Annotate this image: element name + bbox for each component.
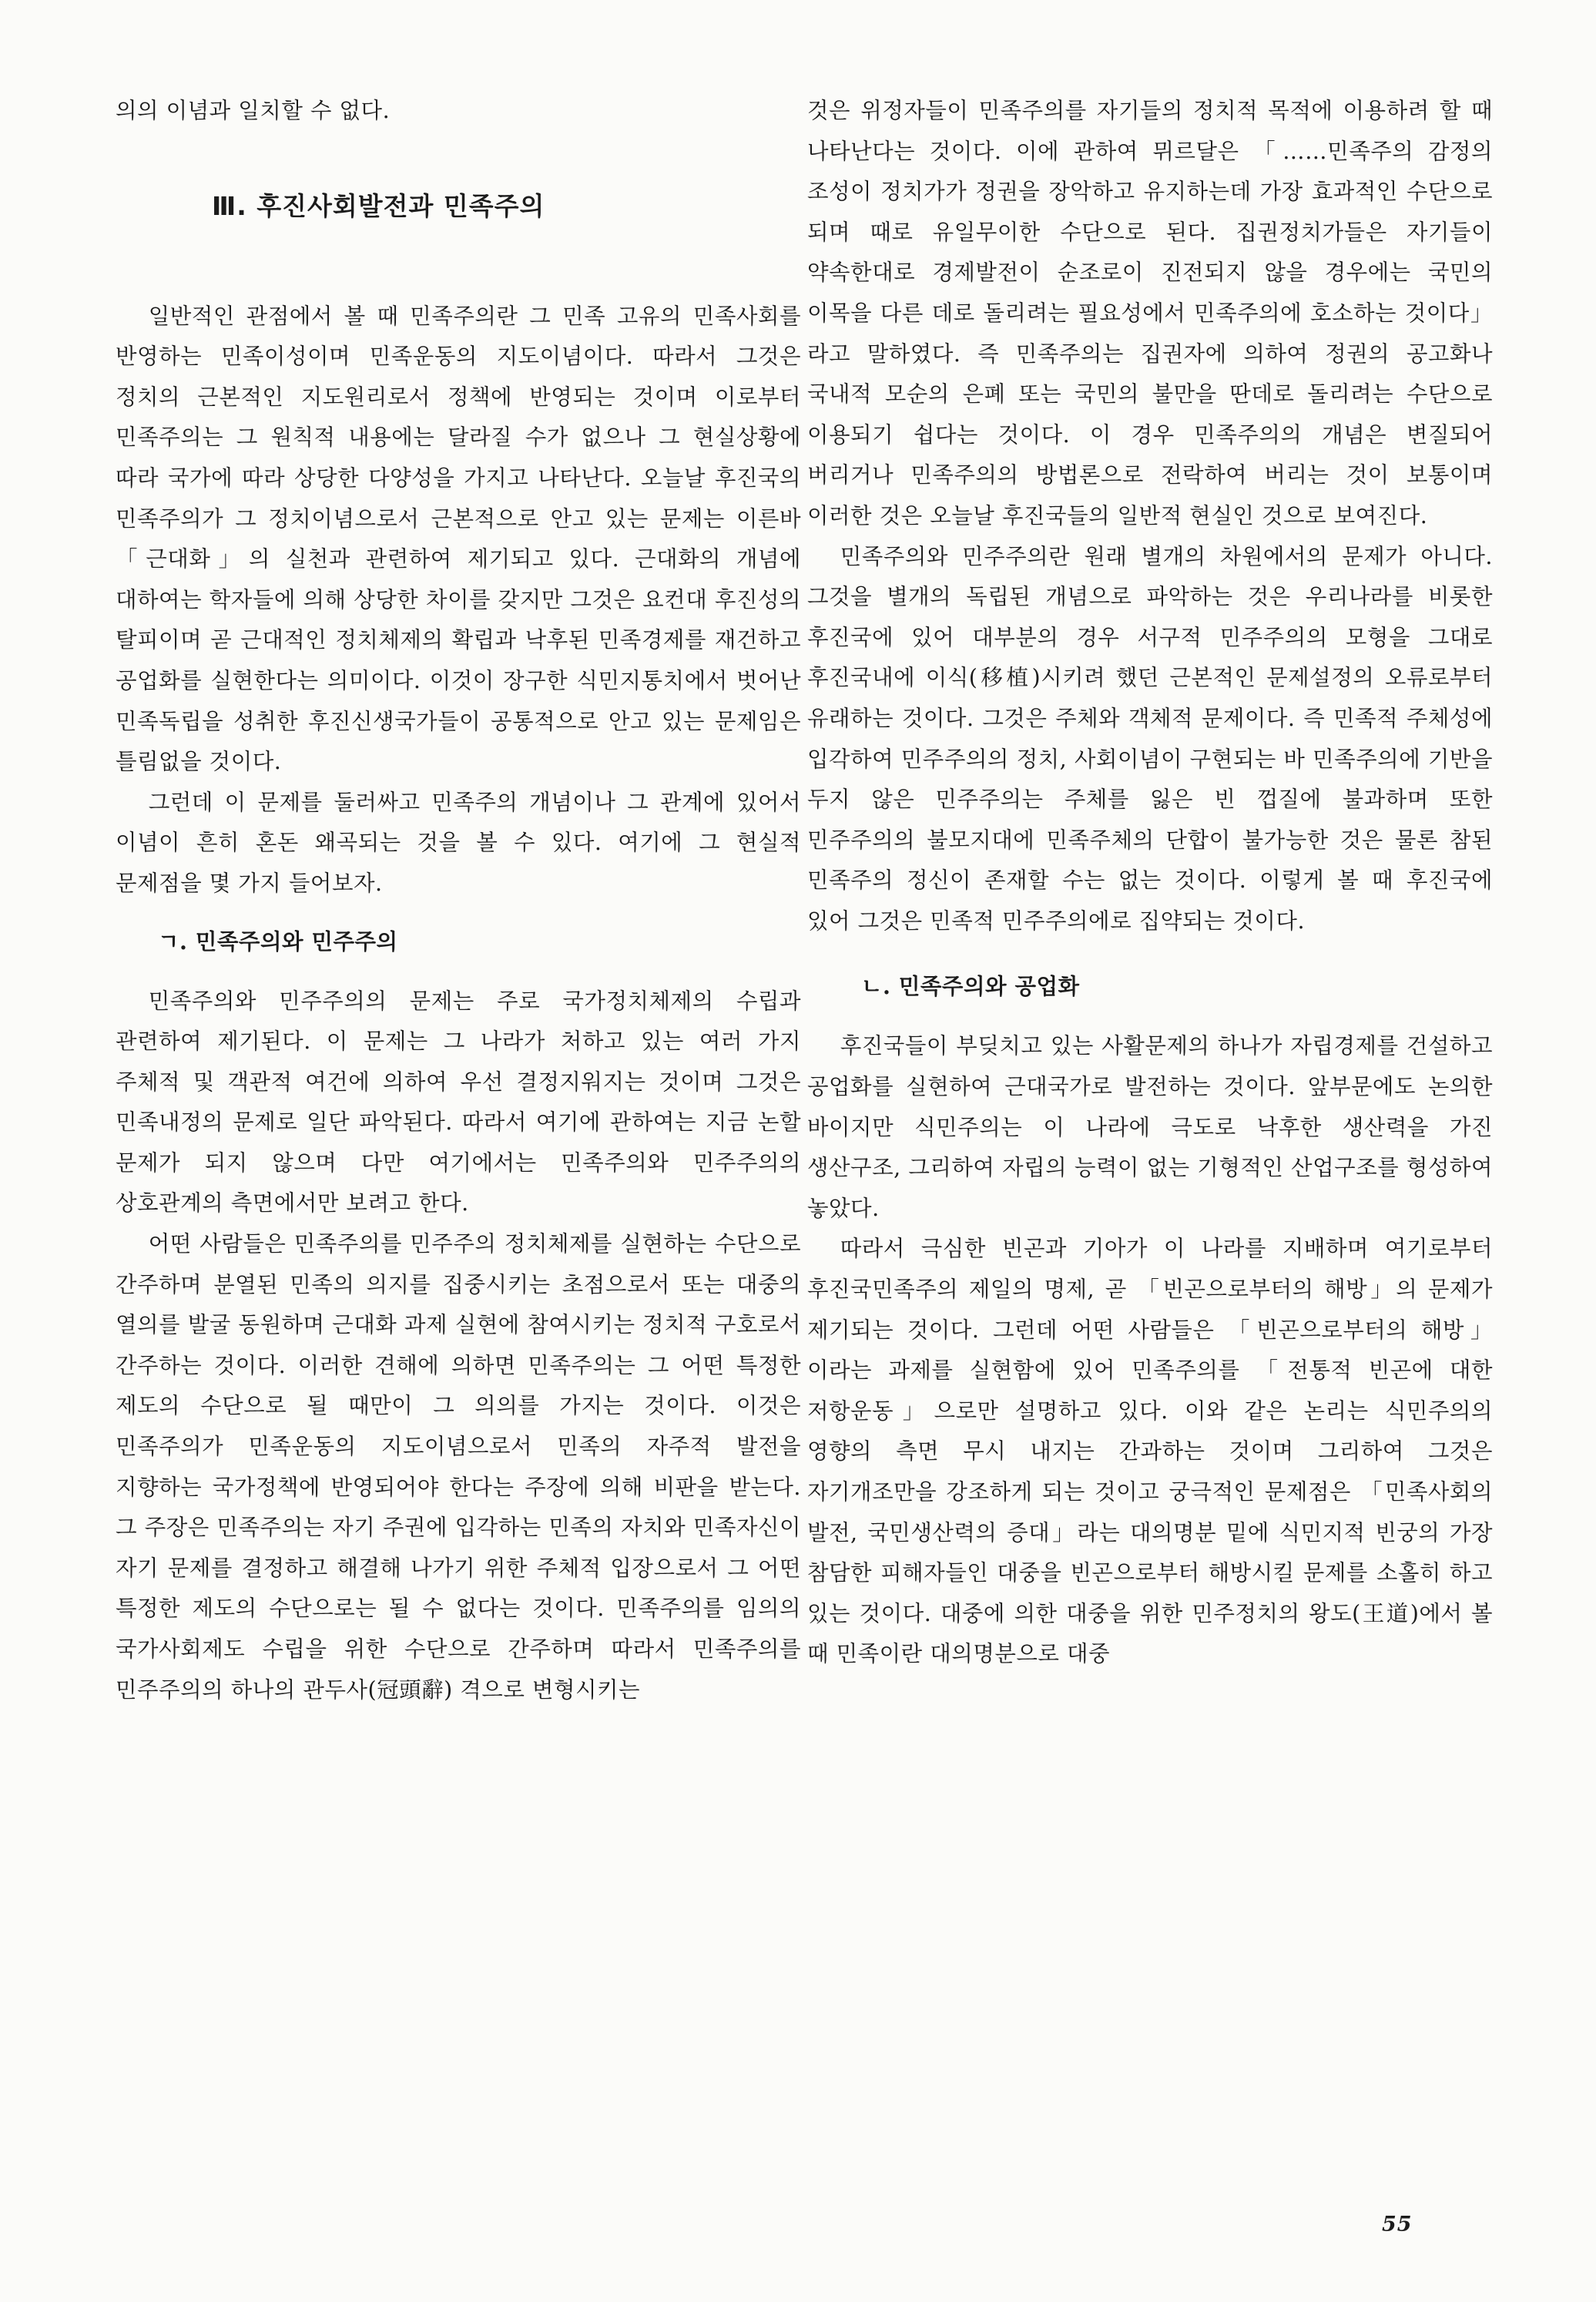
body-paragraph: 어떤 사람들은 민족주의를 민주주의 정치체제를 실현하는 수단으로 간주하며 분열된 민족의 의지를 집중시키는 초점으로서 또는 대중의 열의를 발굴 동원하며 근대화 과제 실현에 참여시키는 정치적 구호로서 간주하는 것이다. 이러한 견해에 의하면 민족주의는 그 어떤 특정한 제도의 수단으로 될 때만이 그 의의를 가지는 것이다. 이것은 민족주의가 민족운동의 지도이념으로서 민족의 자주적 발전을 지향하는 국가정책에 반영되어야 한다는 주장에 의해 비판을 받는다. 그 주장은 민족주의는 자기 주권에 입각하는 민족의 자치와 민족자신이 자기 문제를 결정하고 해결해 나가기 위한 주체적 입장으로서 그 어떤 특정한 제도의 수단으로는 될 수 없다는 것이다. 민족주의를 임의의 국가사회제도 수립을 위한 수단으로 간주하며 따라서 민족주의를 민주주의의 하나의 관두사(冠頭辭) 격으로 변형시키는 [116,1231,801,1703]
body-paragraph: 민족주의와 민주주의란 원래 별개의 차원에서의 문제가 아니다. 그것을 별개의 독립된 개념으로 파악하는 것은 우리나라를 비롯한 후진국에 있어 대부분의 경우 서구적 민주주의의 모형을 그대로 후진국내에 이식(移植)시키려 했던 근본적인 문제설정의 오류로부터 유래하는 것이다. 그것은 주체와 객체적 문제이다. 즉 민족적 주체성에 입각하여 민주주의의 정치, 사회이념이 구현되는 바 민족주의에 기반을 두지 않은 민주주의는 주체를 잃은 빈 껍질에 불과하며 또한 민주주의의 불모지대에 민족주체의 단합이 불가능한 것은 물론 참된 민족주의 정신이 존재할 수는 없는 것이다. 이렇게 볼 때 후진국에 있어 그것은 민족적 민주주의에로 집약되는 것이다. [807,543,1493,934]
body-paragraph: 그런데 이 문제를 둘러싸고 민족주의 개념이나 그 관계에 있어서 이념이 흔히 혼돈 왜곡되는 것을 볼 수 있다. 여기에 그 현실적 문제점을 몇 가지 들어보자. [116,789,801,896]
page-number: 55 [1382,2213,1413,2237]
body-paragraph: 것은 위정자들이 민족주의를 자기들의 정치적 목적에 이용하려 할 때 나타난다는 것이다. 이에 관하여 뮈르달은 「……민족주의 감정의 조성이 정치가가 정권을 장악하고 유지하는데 가장 효과적인 수단으로 되며 때로 유일무이한 수단으로 된다. 집권정치가들은 자기들이 약속한대로 경제발전이 순조로이 진전되지 않을 경우에는 국민의 이목을 다른 데로 돌리려는 필요성에서 민족주의에 호소하는 것이다」라고 말하였다. 즉 민족주의는 집권자에 의하여 정권의 공고화나 국내적 모순의 은폐 또는 국민의 불만을 딴데로 돌리려는 수단으로 이용되기 쉽다는 것이다. 이 경우 민족주의의 개념은 변질되어 버리거나 민족주의의 방법론으로 전락하여 버리는 것이 보통이며 이러한 것은 오늘날 후진국들의 일반적 현실인 것으로 보여진다. [807,98,1493,529]
subsection-heading: ㄱ. 민족주의와 민주주의 [158,928,398,955]
right-column [807,91,1493,1675]
body-paragraph: 일반적인 관점에서 볼 때 민족주의란 그 민족 고유의 민족사회를 반영하는 민족이성이며 민족운동의 지도이념이다. 따라서 그것은 정치의 근본적인 지도원리로서 정책에 반영되는 것이며 이로부터 민족주의는 그 원칙적 내용에는 달라질 수가 없으나 그 현실상황에 따라 국가에 따라 상당한 다양성을 가지고 나타난다. 오늘날 후진국의 민족주의가 그 정치이념으로서 근본적으로 안고 있는 문제는 이른바 「근대화」의 실천과 관련하여 제기되고 있다. 근대화의 개념에 대하여는 학자들에 의해 상당한 차이를 갖지만 그것은 요컨대 후진성의 탈피이며 곧 근대적인 정치체제의 확립과 낙후된 민족경제를 재건하고 공업화를 실현한다는 의미이다. 이것이 장구한 식민지통치에서 벗어난 민족독립을 성취한 후진신생국가들이 공통적으로 안고 있는 문제임은 틀림없을 것이다. [116,303,801,775]
subsection-heading: ㄴ. 민족주의와 공업화 [861,973,1080,1000]
body-paragraph: 후진국들이 부딪치고 있는 사활문제의 하나가 자립경제를 건설하고 공업화를 실현하여 근대국가로 발전하는 것이다. 앞부문에도 논의한 바이지만 식민주의는 이 나라에 극도로 낙후한 생산력을 가진 생산구조, 그리하여 자립의 능력이 없는 기형적인 산업구조를 형성하여 놓았다. [807,1033,1493,1221]
left-column [116,91,801,1710]
continuation-text: 의의 이념과 일치할 수 없다. [116,98,391,123]
body-paragraph: 따라서 극심한 빈곤과 기아가 이 나라를 지배하며 여기로부터 후진국민족주의 제일의 명제, 곧 「빈곤으로부터의 해방」의 문제가 제기되는 것이다. 그런데 어떤 사람들은 「빈곤으로부터의 해방」이라는 과제를 실현함에 있어 민족주의를 「전통적 빈곤에 대한 저항운동」으로만 설명하고 있다. 이와 같은 논리는 식민주의의 영향의 측면 무시 내지는 간과하는 것이며 그리하여 그것은 자기개조만을 강조하게 되는 것이고 궁극적인 문제점은 「민족사회의 발전, 국민생산력의 증대」라는 대의명분 밑에 식민지적 빈궁의 가장 참담한 피해자들인 대중을 빈곤으로부터 해방시킬 문제를 소홀히 하고 있는 것이다. 대중에 의한 대중을 위한 민주정치의 왕도(王道)에서 볼 때 민족이란 대의명분으로 대중 [807,1236,1493,1667]
section-heading: Ⅲ. 후진사회발전과 민족주의 [212,190,545,221]
body-paragraph: 민족주의와 민주주의의 문제는 주로 국가정치체제의 수립과 관련하여 제기된다. 이 문제는 그 나라가 처하고 있는 여러 가지 주체적 및 객관적 여건에 의하여 우선 결정지워지는 것이며 그것은 민족내정의 문제로 일단 파악된다. 따라서 여기에 관하여는 지금 논할 문제가 되지 않으며 다만 여기에서는 민족주의와 민주주의의 상호관계의 측면에서만 보려고 한다. [116,988,801,1216]
